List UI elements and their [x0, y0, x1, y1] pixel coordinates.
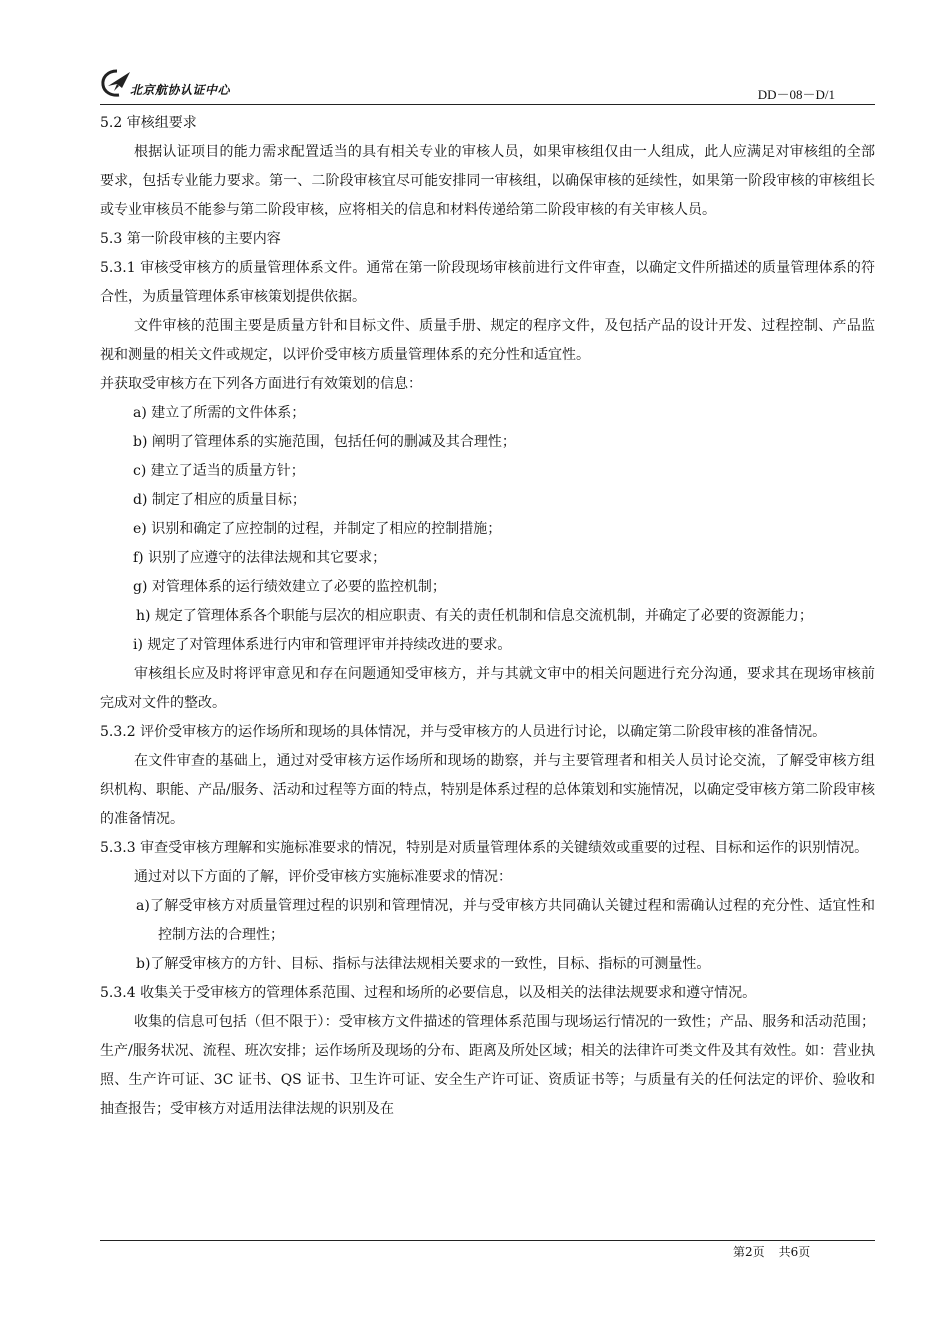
header-divider	[100, 104, 875, 105]
list-item: d) 制定了相应的质量目标；	[133, 492, 306, 508]
list-item: c) 建立了适当的质量方针；	[133, 463, 305, 479]
paragraph: 5.3.2 评价受审核方的运作场所和现场的具体情况，并与受审核方的人员进行讨论，以确定第二阶段审核的准备情况。	[100, 724, 827, 740]
list-item: g) 对管理体系的运行绩效建立了必要的监控机制；	[133, 579, 446, 595]
paragraph: 5.3.3 审查受审核方理解和实施标准要求的情况，特别是对质量管理体系的关键绩效或重要的过程、目标和运作的识别情况。	[100, 840, 869, 856]
section-heading: 5.2 审核组要求	[100, 115, 197, 131]
document-body	[100, 109, 875, 1124]
section-heading: 5.3 第一阶段审核的主要内容	[100, 231, 281, 247]
org-logo	[100, 64, 270, 104]
page-header	[100, 64, 875, 104]
page-number: 第2页	[733, 1245, 765, 1259]
paragraph: 通过对以下方面的了解，评价受审核方实施标准要求的情况：	[134, 869, 512, 885]
paragraph: 在文件审查的基础上，通过对受审核方运作场所和现场的勘察，并与主要管理者和相关人员讨论交流，了解受审核方组织机构、职能、产品/服务、活动和过程等方面的特点，特别是体系过程的总体策划和实施情况，以确定受审核方第二阶段审核的准备情况。	[100, 753, 875, 827]
list-item: a)了解受审核方对质量管理过程的识别和管理情况，并与受审核方共同确认关键过程和需确认过程的充分性、适宜性和控制方法的合理性；	[136, 898, 875, 943]
paragraph: 收集的信息可包括（但不限于）：受审核方文件描述的管理体系范围与现场运行情况的一致性；产品、服务和活动范围；生产/服务状况、流程、班次安排；运作场所及现场的分布、距离及所处区域；相关的法律许可类文件及其有效性。如：营业执照、生产许可证、3C 证书、QS 证书、卫生许可证、安全生产许可证、资质证书等；与质量有关的任何法定的评价、验收和抽查报告；受审核方对适用法律法规的识别及在	[100, 1014, 875, 1117]
paragraph: 文件审核的范围主要是质量方针和目标文件、质量手册、规定的程序文件，及包括产品的设计开发、过程控制、产品监视和测量的相关文件或规定，以评价受审核方质量管理体系的充分性和适宜性。	[100, 318, 875, 363]
page-total: 共6页	[778, 1245, 811, 1259]
plane-logo-icon	[100, 68, 134, 98]
paragraph: 并获取受审核方在下列各方面进行有效策划的信息：	[100, 376, 422, 392]
org-name: 北京航协认证中心	[130, 83, 231, 97]
list-item: b) 阐明了管理体系的实施范围，包括任何的删减及其合理性；	[133, 434, 516, 450]
list-item: a) 建立了所需的文件体系；	[133, 405, 306, 421]
paragraph: 根据认证项目的能力需求配置适当的具有相关专业的审核人员，如果审核组仅由一人组成，此人应满足对审核组的全部要求，包括专业能力要求。第一、二阶段审核宜尽可能安排同一审核组，以确保审核的延续性，如果第一阶段审核的审核组长或专业审核员不能参与第二阶段审核，应将相关的信息和材料传递给第二阶段审核的有关审核人员。	[100, 144, 875, 218]
list-item: i) 规定了对管理体系进行内审和管理评审并持续改进的要求。	[133, 637, 512, 653]
list-item: e) 识别和确定了应控制的过程，并制定了相应的控制措施；	[133, 521, 502, 537]
list-item: b)了解受审核方的方针、目标、指标与法律法规相关要求的一致性，目标、指标的可测量性。	[136, 956, 711, 972]
list-item: h) 规定了管理体系各个职能与层次的相应职责、有关的责任机制和信息交流机制，并确定了必要的资源能力；	[136, 608, 813, 624]
page-footer	[733, 1243, 824, 1260]
list-item: f) 识别了应遵守的法律法规和其它要求；	[133, 550, 387, 566]
footer-divider	[100, 1240, 875, 1241]
document-code: DD－08－D/1	[757, 87, 835, 102]
paragraph: 5.3.1 审核受审核方的质量管理体系文件。通常在第一阶段现场审核前进行文件审查，以确定文件所描述的质量管理体系的符合性，为质量管理体系审核策划提供依据。	[100, 260, 875, 305]
paragraph: 审核组长应及时将评审意见和存在问题通知受审核方，并与其就文审中的相关问题进行充分沟通，要求其在现场审核前完成对文件的整改。	[100, 666, 875, 711]
paragraph: 5.3.4 收集关于受审核方的管理体系范围、过程和场所的必要信息，以及相关的法律法规要求和遵守情况。	[100, 985, 757, 1001]
